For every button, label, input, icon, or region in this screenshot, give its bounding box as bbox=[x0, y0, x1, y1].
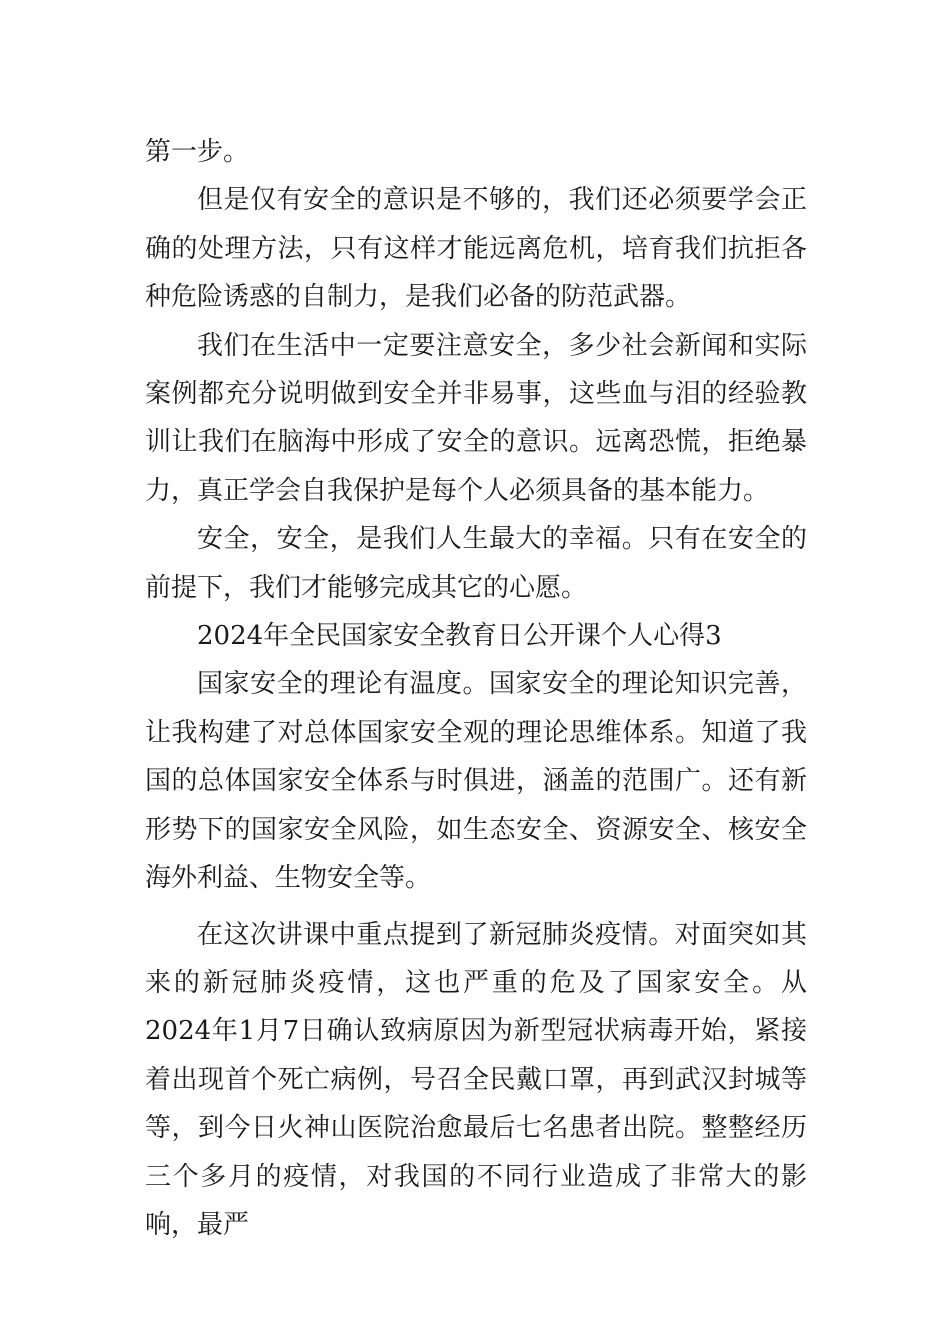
paragraph-6: 在这次讲课中重点提到了新冠肺炎疫情。对面突如其来的新冠肺炎疫情，这也严重的危及了国家安全。从2024年1月7日确认致病原因为新型冠状病毒开始，紧接着出现首个死亡病例，号召全民戴口罩，再到武汉封城等等，到今日火神山医院治愈最后七名患者出院。整整经历三个多月的疫情，对我国的不同行业造成了非常大的影响，最严 bbox=[145, 919, 807, 1240]
document-body bbox=[145, 128, 807, 1249]
paragraph-4: 安全，安全，是我们人生最大的幸福。只有在安全的前提下，我们才能够完成其它的心愿。 bbox=[145, 524, 807, 603]
section-heading: 2024年全民国家安全教育日公开课个人心得3 bbox=[197, 621, 722, 652]
paragraph-1: 第一步。 bbox=[145, 137, 250, 167]
paragraph-5: 国家安全的理论有温度。国家安全的理论知识完善，让我构建了对总体国家安全观的理论思维体系。知道了我国的总体国家安全体系与时俱进，涵盖的范围广。还有新形势下的国家安全风险，如生态安全、资源安全、核安全海外利益、生物安全等。 bbox=[145, 669, 807, 894]
paragraph-2: 但是仅有安全的意识是不够的，我们还必须要学会正确的处理方法，只有这样才能远离危机，培育我们抗拒各种危险诱惑的自制力，是我们必备的防范武器。 bbox=[145, 185, 807, 313]
paragraph-3: 我们在生活中一定要注意安全，多少社会新闻和实际案例都充分说明做到安全并非易事，这些血与泪的经验教训让我们在脑海中形成了安全的意识。远离恐慌，拒绝暴力，真正学会自我保护是每个人必须具备的基本能力。 bbox=[145, 330, 807, 506]
